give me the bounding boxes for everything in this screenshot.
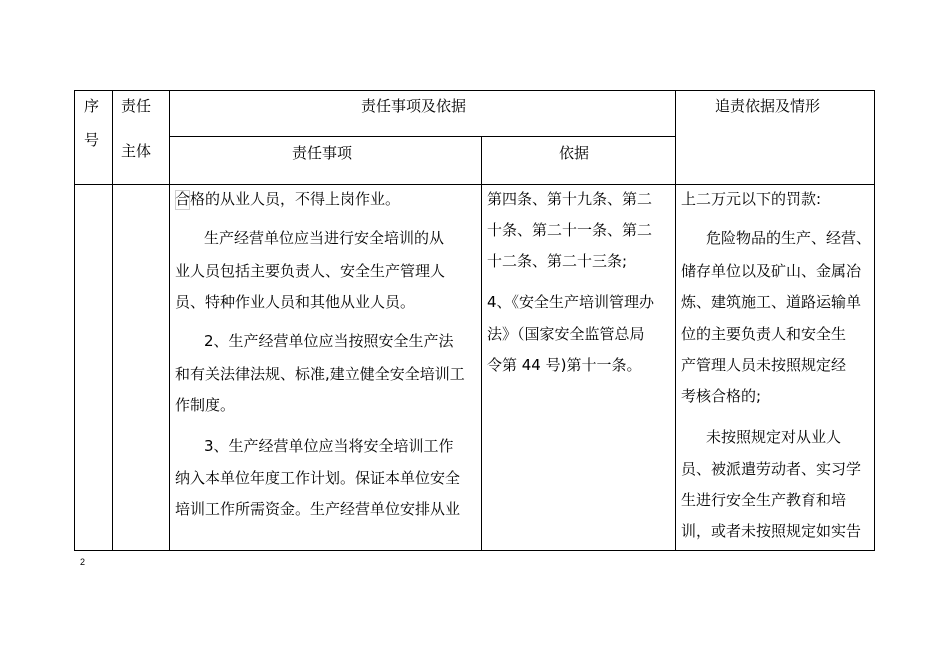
basis-line: 第四条、第十九条、第二 [487, 190, 653, 208]
accountability-line: 员、被派遣劳动者、实习学 [681, 460, 862, 478]
accountability-line: 训，或者未按照规定如实告 [681, 522, 862, 540]
matters-line: 3、生产经营单位应当将安全培训工作 [204, 437, 454, 455]
header-accountability: 追责依据及情形 [715, 97, 821, 115]
page-number: 2 [80, 557, 86, 567]
basis-line: 令第 44 号)第十一条。 [487, 356, 642, 374]
basis-line: 法》（国家安全监管总局 [487, 325, 645, 343]
matters-line: 员、特种作业人员和其他从业人员。 [175, 293, 416, 311]
basis-line: 4、《安全生产培训管理办 [487, 293, 655, 311]
table-left-border [74, 90, 75, 551]
subheader-divider [169, 136, 675, 137]
matters-line: 业人员包括主要负责人、安全生产管理人 [175, 262, 446, 280]
col-divider-basis [675, 90, 676, 551]
matters-line: 2、生产经营单位应当按照安全生产法 [204, 332, 454, 350]
header-subject-line1: 责任 [121, 97, 152, 115]
accountability-line: 产管理人员未按照规定经 [681, 356, 847, 374]
header-basis: 依据 [559, 144, 590, 162]
table-top-border [74, 90, 875, 91]
header-seq-line2: 号 [84, 131, 100, 149]
header-matters: 责任事项 [292, 144, 353, 162]
accountability-line: 危险物品的生产、经营、 [706, 229, 872, 247]
matters-line: 和有关法律法规、标准,建立健全安全培训工 [175, 365, 465, 383]
matters-line: 合格的从业人员，不得上岗作业。 [175, 190, 401, 208]
header-subject-line2: 主体 [121, 142, 152, 160]
col-divider-subject [169, 90, 170, 551]
table-bottom-border [74, 550, 875, 551]
matters-line: 作制度。 [175, 396, 236, 414]
basis-line: 十条、第二十一条、第二 [487, 221, 653, 239]
accountability-line: 上二万元以下的罚款: [681, 190, 822, 208]
matters-line: 培训工作所需资金。生产经营单位安排从业 [175, 500, 461, 518]
accountability-line: 储存单位以及矿山、金属冶 [681, 262, 862, 280]
basis-line: 十二条、第二十三条; [487, 252, 628, 270]
accountability-line: 炼、建筑施工、道路运输单 [681, 293, 862, 311]
accountability-line: 位的主要负责人和安全生 [681, 325, 847, 343]
matters-line: 生产经营单位应当进行安全培训的从 [204, 229, 445, 247]
table-right-border [874, 90, 875, 551]
accountability-line: 考核合格的; [681, 387, 762, 405]
accountability-line: 未按照规定对从业人 [706, 428, 842, 446]
matters-line: 纳入本单位年度工作计划。保证本单位安全 [175, 469, 461, 487]
header-matters-group: 责任事项及依据 [361, 97, 467, 115]
col-divider-matters [481, 136, 482, 551]
accountability-line: 生进行安全生产教育和培 [681, 491, 847, 509]
header-bottom-border [74, 184, 875, 185]
header-seq-line1: 序 [84, 97, 100, 115]
col-divider-seq [112, 90, 113, 551]
